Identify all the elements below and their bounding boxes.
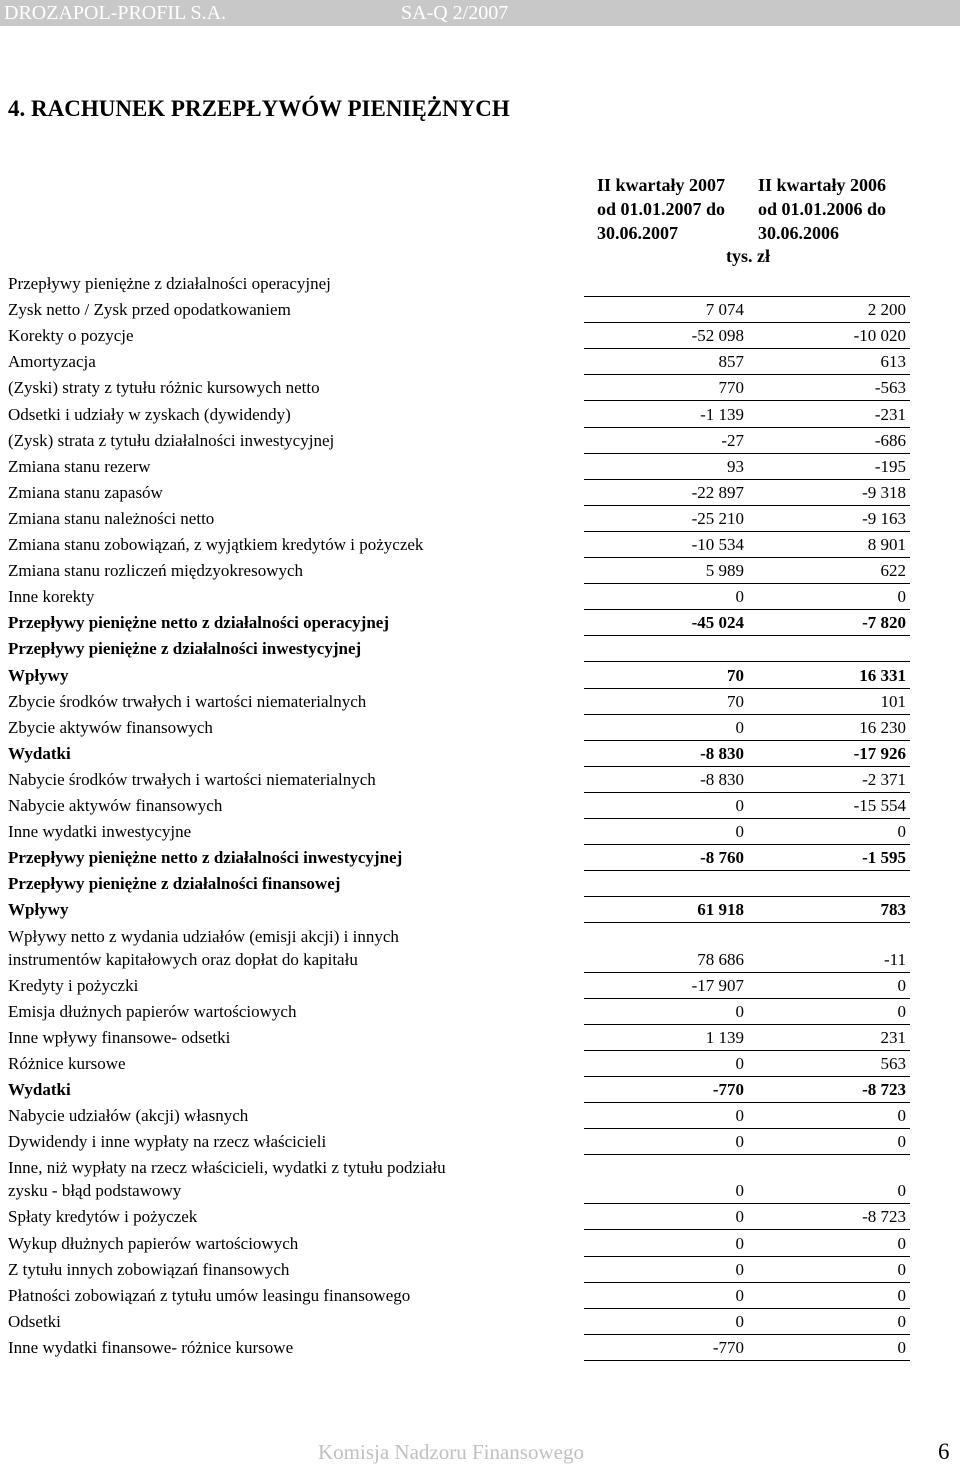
value-2007: 0 <box>735 1001 744 1021</box>
row-label-line: Różnice kursowe <box>8 1053 126 1073</box>
row-divider <box>584 972 910 973</box>
row-divider <box>584 1102 910 1103</box>
value-2006: -17 926 <box>853 743 906 763</box>
page-number: 6 <box>938 1439 950 1464</box>
table-row <box>0 272 960 298</box>
row-label <box>8 507 214 530</box>
row-label <box>8 716 213 739</box>
value-2007: -17 907 <box>691 975 744 995</box>
table-row <box>0 925 960 974</box>
row-label-line: Zmiana stanu zapasów <box>8 482 163 502</box>
value-2006: -2 371 <box>862 769 906 789</box>
value-2006: 0 <box>897 1132 906 1152</box>
row-divider <box>584 322 910 323</box>
value-2007: 7 074 <box>705 300 744 320</box>
row-divider <box>584 427 910 428</box>
row-label-line: Wpływy <box>8 665 69 685</box>
row-label-line: Odsetki i udziały w zyskach (dywidendy) <box>8 404 291 424</box>
row-label-line: Z tytułu innych zobowiązań finansowych <box>8 1259 290 1279</box>
row-label-line: Nabycie udziałów (akcji) własnych <box>8 1106 249 1126</box>
row-label-line: Przepływy pieniężne z działalności finansowej <box>8 874 341 894</box>
row-label-line: Zmiana stanu rozliczeń międzyokresowych <box>8 561 304 581</box>
value-2007: 0 <box>735 1259 744 1279</box>
row-label <box>8 376 320 399</box>
table-row <box>0 898 960 924</box>
row-label-line: Przepływy pieniężne netto z działalności inwestycyjnej <box>8 848 403 868</box>
row-divider <box>584 1334 910 1335</box>
value-2006: 613 <box>880 352 906 372</box>
column-header-line: 30.06.2006 <box>758 223 839 243</box>
table-row <box>0 1232 960 1258</box>
column-header-line: od 01.01.2007 do <box>597 199 726 219</box>
row-divider <box>584 635 910 636</box>
value-2007: -10 534 <box>691 535 744 554</box>
value-2006: -686 <box>874 430 906 450</box>
row-divider <box>584 818 910 819</box>
row-divider <box>584 661 910 662</box>
row-divider <box>584 505 910 506</box>
value-2007: 0 <box>735 1106 744 1126</box>
row-label-line: Wpływy netto z wydania udziałów (emisji akcji) i innych <box>8 926 399 946</box>
row-label <box>8 664 68 687</box>
value-2007: 93 <box>727 456 744 476</box>
table-row <box>0 533 960 559</box>
table-row <box>0 1205 960 1231</box>
row-divider <box>584 740 910 741</box>
table-row <box>0 820 960 846</box>
table-row <box>0 429 960 455</box>
value-2006: 231 <box>880 1027 906 1047</box>
value-2006: -10 020 <box>853 326 906 346</box>
row-label-line: Zbycie aktywów finansowych <box>8 717 213 737</box>
row-divider <box>584 531 910 532</box>
value-2007: -22 897 <box>691 482 744 502</box>
value-2006: -231 <box>874 404 906 424</box>
value-2006: -195 <box>874 456 906 476</box>
row-label <box>8 1078 71 1101</box>
row-label <box>8 768 376 791</box>
value-2006: -8 723 <box>862 1080 906 1099</box>
row-divider <box>584 557 910 558</box>
value-2007: -770 <box>712 1337 744 1357</box>
table-row <box>0 846 960 872</box>
table-row <box>0 1156 960 1205</box>
value-2007: -8 830 <box>700 769 744 789</box>
row-divider <box>584 479 910 480</box>
report-code: SA-Q 2/2007 <box>401 2 509 24</box>
row-label-line: Odsetki <box>8 1311 61 1331</box>
value-2006: -7 820 <box>862 613 906 633</box>
row-label-line: Inne wydatki inwestycyjne <box>8 822 192 842</box>
row-label-line: Nabycie środków trwałych i wartości niematerialnych <box>8 769 376 789</box>
row-label <box>8 1052 126 1075</box>
table-row <box>0 637 960 663</box>
row-divider <box>584 453 910 454</box>
row-divider <box>584 609 910 610</box>
table-row <box>0 559 960 585</box>
row-label <box>8 820 191 843</box>
value-2006: 0 <box>897 1001 906 1021</box>
value-2006: -8 723 <box>862 1207 906 1227</box>
value-2006: -11 <box>883 949 906 969</box>
row-label-line: Inne korekty <box>8 587 95 607</box>
table-row <box>0 1052 960 1078</box>
table-row <box>0 1284 960 1310</box>
value-2007: 70 <box>727 665 744 685</box>
column-header-line: II kwartały 2007 <box>597 175 726 195</box>
row-label-line: Amortyzacja <box>8 352 96 372</box>
row-label-line: Inne wydatki finansowe- różnice kursowe <box>8 1337 294 1357</box>
row-label <box>8 559 303 582</box>
value-2007: 1 139 <box>705 1027 744 1047</box>
row-label <box>8 611 389 634</box>
table-row <box>0 350 960 376</box>
value-2006: 0 <box>897 975 906 995</box>
table-row <box>0 507 960 533</box>
row-label <box>8 1258 289 1281</box>
row-divider <box>584 766 910 767</box>
row-label-line: Przepływy pieniężne netto z działalności operacyjnej <box>8 613 390 633</box>
value-2007: 0 <box>735 587 744 607</box>
row-label-line: Inne wpływy finansowe- odsetki <box>8 1027 231 1047</box>
row-label-line: Przepływy pieniężne z działalności operacyjnej <box>8 274 331 293</box>
value-2007: -8 760 <box>700 848 744 868</box>
row-divider <box>584 348 910 349</box>
value-2007: 0 <box>735 1207 744 1227</box>
value-2006: 0 <box>897 1259 906 1279</box>
row-label <box>8 1000 296 1023</box>
table-row <box>0 455 960 481</box>
row-divider <box>584 296 910 297</box>
value-2006: 2 200 <box>867 300 906 320</box>
row-label <box>8 898 68 921</box>
value-2007: 61 918 <box>697 900 744 920</box>
row-label-line: Wydatki <box>8 743 71 763</box>
row-divider <box>584 688 910 689</box>
table-row <box>0 324 960 350</box>
row-label-line: Dywidendy i inne wypłaty na rzecz właścicieli <box>8 1132 327 1152</box>
row-divider <box>584 1256 910 1257</box>
value-2006: 0 <box>897 1181 906 1201</box>
row-label-line: Zysk netto / Zysk przed opodatkowaniem <box>8 300 291 320</box>
table-row <box>0 1104 960 1130</box>
section-title: 4. RACHUNEK PRZEPŁYWÓW PIENIĘŻNYCH <box>8 96 510 121</box>
value-2007: 0 <box>735 1233 744 1253</box>
row-label <box>8 1026 230 1049</box>
table-row <box>0 1310 960 1336</box>
table-row <box>0 403 960 429</box>
row-label-line: Inne, niż wypłaty na rzecz właścicieli, wydatki z tytułu podziału <box>8 1158 446 1178</box>
row-label <box>8 298 291 321</box>
row-label <box>8 1130 326 1153</box>
value-2006: 0 <box>897 1337 906 1357</box>
table-row <box>0 376 960 402</box>
row-label-line: (Zyski) straty z tytułu różnic kursowych netto <box>8 378 320 398</box>
value-2006: -1 595 <box>862 848 906 868</box>
row-label-line: Korekty o pozycje <box>8 326 134 346</box>
table-row <box>0 794 960 820</box>
value-2006: 16 331 <box>859 665 906 685</box>
row-label <box>8 1284 410 1307</box>
row-divider <box>584 1308 910 1309</box>
value-2007: -770 <box>712 1080 744 1099</box>
row-label <box>8 1310 61 1333</box>
row-label-line: Płatności zobowiązań z tytułu umów leasingu finansowego <box>8 1285 411 1305</box>
row-label-line: Przepływy pieniężne z działalności inwestycyjnej <box>8 639 362 659</box>
table-row <box>0 1078 960 1104</box>
value-2007: 770 <box>718 378 744 398</box>
column-header-line: od 01.01.2006 do <box>758 199 887 219</box>
value-2006: 8 901 <box>867 535 906 554</box>
value-2007: 0 <box>735 822 744 842</box>
row-label-line: Wpływy <box>8 900 69 920</box>
row-label-line: (Zysk) strata z tytułu działalności inwestycyjnej <box>8 430 335 450</box>
row-label <box>8 1156 446 1202</box>
row-divider <box>584 1050 910 1051</box>
value-2007: 0 <box>735 717 744 737</box>
value-2007: -52 098 <box>691 326 744 346</box>
table-row <box>0 1130 960 1156</box>
table-row <box>0 768 960 794</box>
row-divider <box>584 896 910 897</box>
value-2006: 0 <box>897 822 906 842</box>
row-label <box>8 794 222 817</box>
row-label <box>8 846 402 869</box>
row-divider <box>584 844 910 845</box>
row-label-line: Wydatki <box>8 1080 71 1099</box>
table-row <box>0 481 960 507</box>
row-label <box>8 272 331 295</box>
table-row <box>0 1000 960 1026</box>
table-row <box>0 690 960 716</box>
row-divider <box>584 870 910 871</box>
column-header-line: II kwartały 2006 <box>758 175 887 195</box>
value-2006: 563 <box>880 1053 906 1073</box>
row-label <box>8 974 138 997</box>
row-divider <box>584 1229 910 1230</box>
row-label <box>8 533 423 556</box>
table-row <box>0 664 960 690</box>
row-label-line: Wykup dłużnych papierów wartościowych <box>8 1233 299 1253</box>
row-label <box>8 585 94 608</box>
row-label-line: Kredyty i pożyczki <box>8 975 139 995</box>
value-2007: -45 024 <box>691 613 744 633</box>
table-row <box>0 298 960 324</box>
footer-text: Komisja Nadzoru Finansowego <box>318 1440 584 1464</box>
value-2007: 5 989 <box>705 561 744 581</box>
value-2007: 0 <box>735 1132 744 1152</box>
table-row <box>0 1258 960 1284</box>
table-row <box>0 585 960 611</box>
value-2007: 0 <box>735 1285 744 1305</box>
row-label <box>8 637 361 660</box>
column-header-line: 30.06.2007 <box>597 223 678 243</box>
company-name: DROZAPOL-PROFIL S.A. <box>4 2 227 24</box>
value-2006: 0 <box>897 1285 906 1305</box>
value-2006: 0 <box>897 1106 906 1126</box>
row-label <box>8 690 366 713</box>
value-2007: 70 <box>727 691 744 711</box>
table-row <box>0 716 960 742</box>
value-2007: -25 210 <box>691 508 744 528</box>
row-label <box>8 350 96 373</box>
row-label-line: Zmiana stanu rezerw <box>8 456 151 476</box>
row-divider <box>584 922 910 923</box>
row-divider <box>584 1128 910 1129</box>
row-divider <box>584 998 910 999</box>
row-divider <box>584 1282 910 1283</box>
row-divider <box>584 1360 910 1361</box>
row-label-line: Zbycie środków trwałych i wartości niematerialnych <box>8 691 367 711</box>
table-row <box>0 742 960 768</box>
row-label-line: Zmiana stanu należności netto <box>8 508 215 528</box>
row-label-line: Spłaty kredytów i pożyczek <box>8 1207 198 1227</box>
value-2006: -563 <box>874 378 906 398</box>
row-divider <box>584 714 910 715</box>
row-divider <box>584 1203 910 1204</box>
row-label <box>8 1336 293 1359</box>
value-2007: 78 686 <box>697 949 744 969</box>
value-2006: 0 <box>897 1311 906 1331</box>
row-label <box>8 403 291 426</box>
value-2006: 783 <box>880 900 906 920</box>
value-2007: -27 <box>721 430 744 450</box>
table-row <box>0 974 960 1000</box>
value-2007: 0 <box>735 1181 744 1201</box>
row-label <box>8 742 71 765</box>
row-divider <box>584 792 910 793</box>
row-label <box>8 429 334 452</box>
value-2006: -15 554 <box>853 796 906 815</box>
table-row <box>0 1026 960 1052</box>
row-divider <box>584 583 910 584</box>
row-divider <box>584 1024 910 1025</box>
row-label <box>8 1104 248 1127</box>
value-2007: 0 <box>735 796 744 815</box>
row-divider <box>584 1076 910 1077</box>
value-2006: 0 <box>897 587 906 607</box>
value-2007: 0 <box>735 1053 744 1073</box>
table-row <box>0 611 960 637</box>
row-divider <box>584 400 910 401</box>
value-2007: -1 139 <box>700 404 744 424</box>
row-label <box>8 1205 197 1228</box>
table-row <box>0 872 960 898</box>
table-row <box>0 1336 960 1362</box>
value-2006: 0 <box>897 1233 906 1253</box>
unit-label: tys. zł <box>726 246 770 266</box>
row-label-line: Nabycie aktywów finansowych <box>8 796 223 815</box>
row-label-line: instrumentów kapitałowych oraz dopłat do kapitału <box>8 949 358 969</box>
value-2007: 857 <box>718 352 744 372</box>
row-label <box>8 455 151 478</box>
row-label <box>8 481 163 504</box>
value-2006: 622 <box>880 561 906 581</box>
row-label <box>8 324 134 347</box>
row-label-line: zysku - błąd podstawowy <box>8 1181 182 1201</box>
row-divider <box>584 1154 910 1155</box>
value-2006: -9 318 <box>862 482 906 502</box>
value-2006: 101 <box>880 691 906 711</box>
row-label <box>8 925 399 971</box>
row-label <box>8 1232 298 1255</box>
row-divider <box>584 374 910 375</box>
value-2006: 16 230 <box>859 717 906 737</box>
value-2007: 0 <box>735 1311 744 1331</box>
row-label-line: Emisja dłużnych papierów wartościowych <box>8 1001 297 1021</box>
value-2007: -8 830 <box>700 743 744 763</box>
value-2006: -9 163 <box>862 508 906 528</box>
row-label-line: Zmiana stanu zobowiązań, z wyjątkiem kredytów i pożyczek <box>8 535 424 554</box>
row-label <box>8 872 340 895</box>
